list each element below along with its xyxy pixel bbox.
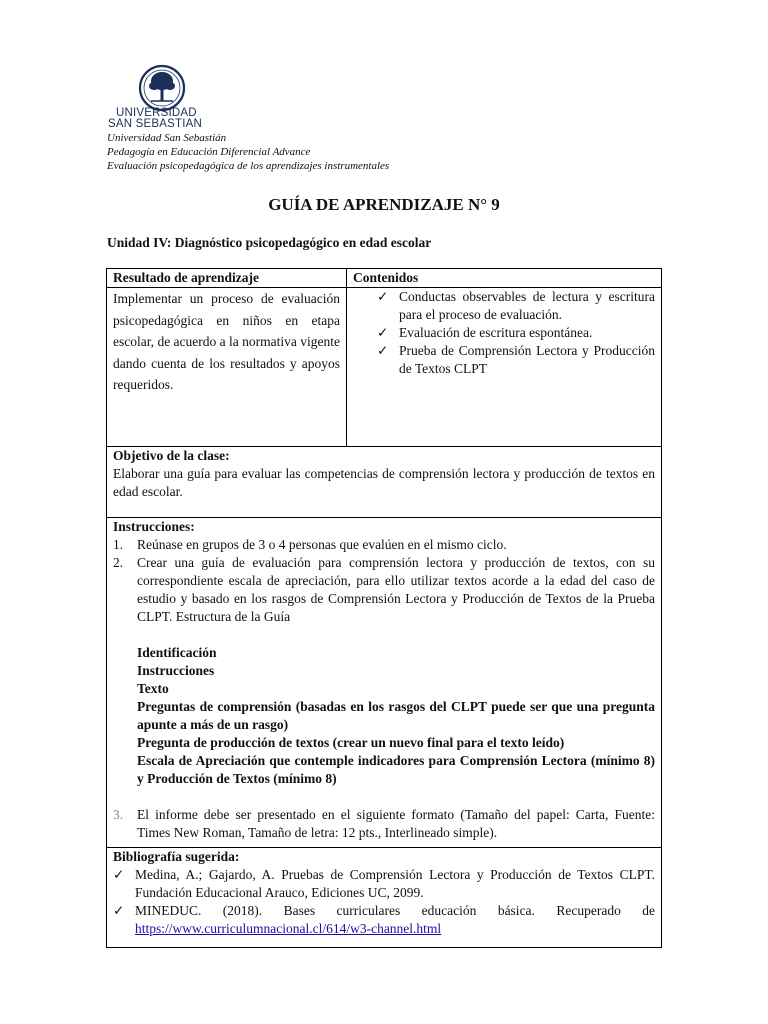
objective-row bbox=[107, 447, 661, 518]
instruction-text: Reúnase en grupos de 3 o 4 personas que evalúen en el mismo ciclo. bbox=[137, 537, 507, 552]
list-number: 1. bbox=[113, 537, 124, 552]
objective-text: Elaborar una guía para evaluar las competencias de comprensión lectora y producción de textos en edad escolar. bbox=[113, 466, 655, 499]
instruction-text: Crear una guía de evaluación para comprensión lectora y producción de textos, con su correspondiente escala de apreciación, para ello utilizar textos acorde a la edad del caso de estudio y basado en los rasgos de Comprensión Lectora y Producción de Textos de la Prueba CLPT. Estructura de la Guía bbox=[137, 555, 655, 624]
content-item-text: Prueba de Comprensión Lectora y Producción de Textos CLPT bbox=[399, 343, 655, 376]
university-wordmark bbox=[108, 108, 202, 130]
header-line-university: Universidad San Sebastián bbox=[107, 132, 227, 144]
unit-heading: Unidad IV: Diagnóstico psicopedagógico en edad escolar bbox=[107, 235, 432, 250]
structure-item: Escala de Apreciación que contemple indicadores para Comprensión Lectora (mínimo 8) y Producción de Textos (mínimo 8) bbox=[137, 753, 655, 786]
instructions-row bbox=[107, 518, 661, 848]
header-contents: Contenidos bbox=[353, 270, 419, 285]
wordmark-line-2: SAN SEBASTIAN bbox=[108, 118, 202, 130]
checkmark-icon: ✓ bbox=[377, 325, 389, 340]
bibliography-link[interactable]: https://www.curriculumnacional.cl/614/w3-channel.html bbox=[135, 921, 442, 936]
list-number: 3. bbox=[113, 807, 124, 822]
list-item bbox=[113, 806, 655, 842]
header-line-program: Pedagogía en Educación Diferencial Advance bbox=[107, 146, 311, 158]
header-info bbox=[107, 131, 389, 173]
contents-list bbox=[347, 288, 661, 446]
bibliography-entry: Medina, A.; Gajardo, A. Pruebas de Comprensión Lectora y Producción de Textos CLPT. Fundación Educacional Arauco, Ediciones UC, 2099. bbox=[135, 867, 655, 900]
checkmark-icon: ✓ bbox=[113, 867, 125, 882]
checkmark-icon: ✓ bbox=[377, 343, 389, 358]
list-item bbox=[377, 342, 655, 378]
wordmark-line-1: UNIVERSIDAD bbox=[116, 107, 197, 119]
guide-table bbox=[106, 268, 662, 948]
checkmark-icon: ✓ bbox=[377, 289, 389, 304]
instruction-text: El informe debe ser presentado en el siguiente formato (Tamaño del papel: Carta, Fuente: Times New Roman, Tamaño de letra: 12 pts., Interlineado simple). bbox=[137, 807, 655, 840]
list-item bbox=[377, 324, 655, 342]
instructions-label: Instrucciones: bbox=[113, 519, 195, 534]
structure-item: Identificación bbox=[137, 645, 217, 660]
content-item-text: Evaluación de escritura espontánea. bbox=[399, 325, 593, 340]
bibliography-label: Bibliografía sugerida: bbox=[113, 849, 240, 864]
structure-item: Texto bbox=[137, 681, 169, 696]
header-learning-outcome: Resultado de aprendizaje bbox=[107, 269, 347, 287]
list-number: 2. bbox=[113, 555, 124, 570]
list-item bbox=[113, 866, 655, 902]
learning-outcome-text: Implementar un proceso de evaluación psicopedagógica en niños en etapa escolar, de acuerdo a la normativa vigente dando cuenta de los resultados y apoyos requeridos. bbox=[107, 288, 347, 446]
content-item-text: Conductas observables de lectura y escritura para el proceso de evaluación. bbox=[399, 289, 655, 322]
list-item bbox=[113, 554, 655, 626]
objective-label: Objetivo de la clase: bbox=[113, 448, 230, 463]
checkmark-icon: ✓ bbox=[113, 903, 125, 918]
page-title: GUÍA DE APRENDIZAJE N° 9 bbox=[268, 195, 500, 214]
structure-item: Pregunta de producción de textos (crear un nuevo final para el texto leído) bbox=[137, 735, 565, 750]
structure-item: Preguntas de comprensión (basadas en los rasgos del CLPT puede ser que una pregunta apunte a más de un rasgo) bbox=[137, 699, 655, 732]
bibliography-entry: MINEDUC. (2018). Bases curriculares educación básica. Recuperado de bbox=[135, 903, 655, 918]
header-line-course: Evaluación psicopedagógica de los aprendizajes instrumentales bbox=[107, 160, 390, 172]
table-header-row bbox=[107, 269, 661, 288]
list-item bbox=[377, 288, 655, 324]
guide-structure-list bbox=[113, 644, 655, 788]
list-item bbox=[113, 902, 655, 938]
list-item bbox=[113, 536, 655, 554]
bibliography-row bbox=[107, 848, 661, 947]
outcome-contents-row bbox=[107, 288, 661, 447]
structure-item: Instrucciones bbox=[137, 663, 215, 678]
